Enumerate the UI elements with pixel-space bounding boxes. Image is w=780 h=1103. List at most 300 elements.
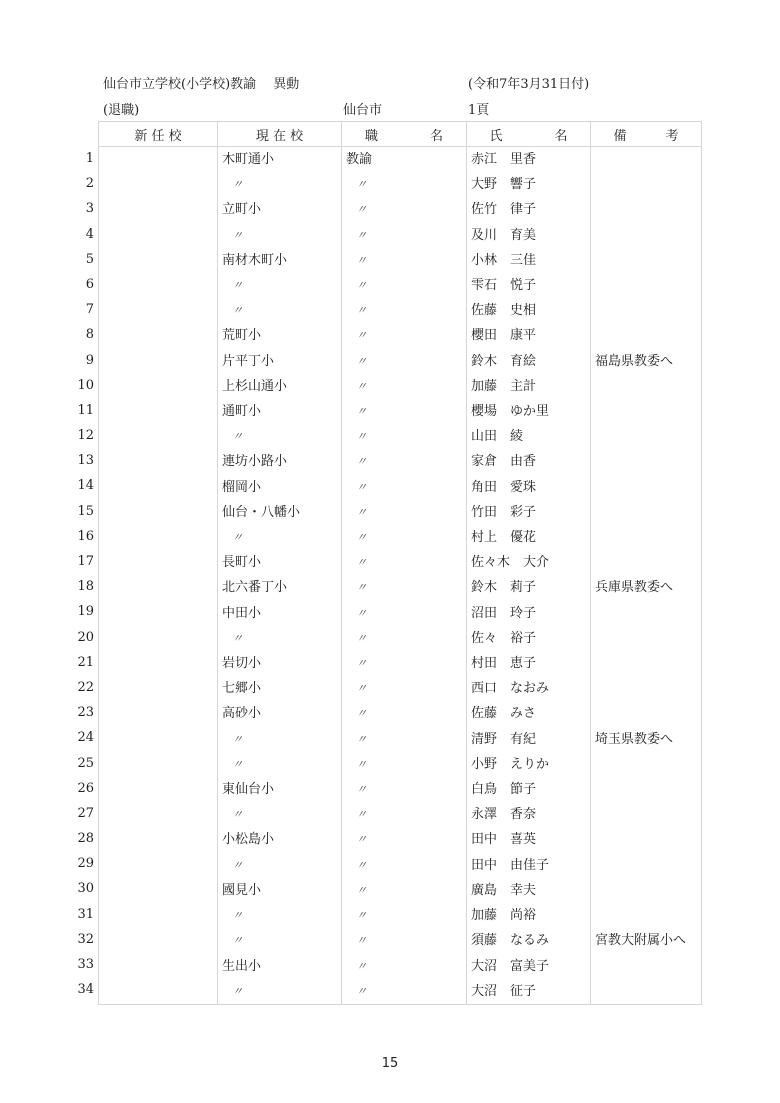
name-cell-text: 永澤 香奈: [471, 807, 537, 823]
row-number: 24: [77, 730, 94, 746]
position-cell: [342, 449, 467, 474]
current-school-cell-text: 荒町小: [222, 328, 262, 344]
position-cell-text: 〃: [356, 228, 367, 242]
current-school-cell: [218, 979, 342, 1005]
table-row: [99, 827, 702, 852]
remarks-cell-text: 宮教大附属小へ: [595, 933, 687, 949]
name-cell-text: 廣島 幸夫: [471, 882, 537, 898]
new-school-cell: [99, 777, 218, 802]
position-cell-text: 〃: [356, 379, 367, 393]
row-number: 21: [77, 654, 94, 670]
remarks-cell: [591, 374, 702, 399]
name-cell-text: 家倉 由香: [471, 454, 537, 470]
current-school-cell: [218, 878, 342, 903]
current-school-cell-text: 仙台・八幡小: [222, 504, 301, 520]
current-school-cell: [218, 525, 342, 550]
new-school-cell: [99, 878, 218, 903]
name-cell-text: 佐々木 大介: [471, 555, 550, 571]
row-number: 7: [85, 302, 94, 318]
current-school-cell-text: 〃: [232, 732, 243, 746]
table-row: [99, 928, 702, 953]
current-school-cell: [218, 197, 342, 222]
name-cell: [467, 273, 591, 298]
name-cell: [467, 374, 591, 399]
table-row: [99, 979, 702, 1005]
table-row: [99, 273, 702, 298]
name-cell: [467, 298, 591, 323]
current-school-cell-text: 片平丁小: [222, 353, 275, 369]
page-info: 1頁: [468, 103, 490, 118]
position-cell: [342, 979, 467, 1005]
remarks-cell: [591, 827, 702, 852]
position-cell: [342, 701, 467, 726]
new-school-cell: [99, 323, 218, 348]
current-school-cell-text: 上杉山通小: [222, 378, 288, 394]
current-school-cell-text: 〃: [232, 631, 243, 645]
position-cell: [342, 878, 467, 903]
position-cell-text: 〃: [356, 959, 367, 973]
name-cell-text: 雫石 悦子: [471, 278, 537, 294]
table-row: [99, 701, 702, 726]
name-cell-text: 大野 響子: [471, 177, 537, 193]
current-school-cell-text: 〃: [232, 757, 243, 771]
table-row: [99, 575, 702, 600]
name-cell-text: 小野 えりか: [471, 756, 550, 772]
current-school-cell: [218, 550, 342, 575]
current-school-cell-text: 〃: [232, 858, 243, 872]
name-cell: [467, 802, 591, 827]
table-row: [99, 903, 702, 928]
name-cell: [467, 197, 591, 222]
current-school-cell: [218, 903, 342, 928]
name-cell: [467, 928, 591, 953]
row-number: 3: [85, 201, 94, 217]
name-cell-text: 鈴木 莉子: [471, 580, 537, 596]
row-number: 11: [77, 402, 94, 418]
position-cell-text: 〃: [356, 833, 367, 847]
column-header-current-school: 現 在 校: [218, 122, 342, 147]
remarks-cell: [591, 349, 702, 374]
name-cell-text: 佐々 裕子: [471, 630, 537, 646]
new-school-cell: [99, 223, 218, 248]
remarks-cell: [591, 248, 702, 273]
position-cell-text: 〃: [356, 707, 367, 721]
name-cell: [467, 777, 591, 802]
name-cell: [467, 248, 591, 273]
current-school-cell-text: 北六番丁小: [222, 580, 288, 596]
name-cell-text: 竹田 彩子: [471, 504, 537, 520]
name-cell-text: 田中 由佳子: [471, 857, 550, 873]
name-cell-text: 大沼 征子: [471, 983, 537, 999]
current-school-cell: [218, 575, 342, 600]
row-number: 14: [77, 478, 94, 494]
current-school-cell: [218, 147, 342, 173]
new-school-cell: [99, 449, 218, 474]
row-number: 30: [77, 881, 94, 897]
row-number: 10: [77, 377, 94, 393]
current-school-cell: [218, 273, 342, 298]
position-cell-text: 〃: [356, 757, 367, 771]
new-school-cell: [99, 601, 218, 626]
name-cell: [467, 701, 591, 726]
position-cell-text: 〃: [356, 455, 367, 469]
new-school-cell: [99, 197, 218, 222]
position-cell-text: 〃: [356, 783, 367, 797]
position-cell-text: 〃: [356, 657, 367, 671]
position-cell-text: 〃: [356, 203, 367, 217]
city-label: 仙台市: [343, 103, 383, 118]
column-header-name: 氏 名: [467, 122, 591, 147]
position-cell: [342, 197, 467, 222]
remarks-cell: [591, 701, 702, 726]
position-cell: [342, 349, 467, 374]
name-cell: [467, 979, 591, 1005]
name-cell-text: 西口 なおみ: [471, 681, 550, 697]
current-school-cell: [218, 954, 342, 979]
position-cell-text: 〃: [356, 329, 367, 343]
remarks-cell: [591, 752, 702, 777]
current-school-cell-text: 立町小: [222, 202, 262, 218]
new-school-cell: [99, 575, 218, 600]
table-row: [99, 752, 702, 777]
position-cell-text: 〃: [356, 279, 367, 293]
name-cell-text: 角田 愛珠: [471, 479, 537, 495]
name-cell: [467, 525, 591, 550]
current-school-cell-text: 七郷小: [222, 681, 262, 697]
name-cell-text: 村上 優花: [471, 530, 537, 546]
name-cell: [467, 727, 591, 752]
remarks-cell: [591, 197, 702, 222]
position-cell: [342, 550, 467, 575]
position-cell: [342, 777, 467, 802]
table-row: [99, 197, 702, 222]
position-cell-text: 〃: [356, 405, 367, 419]
row-number: 16: [77, 528, 94, 544]
remarks-cell: [591, 298, 702, 323]
new-school-cell: [99, 349, 218, 374]
table-row: [99, 172, 702, 197]
new-school-cell: [99, 626, 218, 651]
name-cell-text: 赤江 里香: [471, 152, 537, 167]
current-school-cell: [218, 475, 342, 500]
current-school-cell-text: 〃: [232, 279, 243, 293]
row-number: 18: [77, 579, 94, 595]
current-school-cell: [218, 802, 342, 827]
table-row: [99, 323, 702, 348]
remarks-cell: [591, 651, 702, 676]
position-cell-text: 〃: [356, 606, 367, 620]
position-cell-text: 〃: [356, 304, 367, 318]
position-cell: [342, 853, 467, 878]
name-cell-text: 小林 三佳: [471, 252, 537, 268]
new-school-cell: [99, 273, 218, 298]
name-cell: [467, 399, 591, 424]
position-cell: [342, 172, 467, 197]
position-cell-text: 教諭: [346, 152, 373, 167]
remarks-cell-text: 兵庫県教委へ: [595, 580, 674, 596]
table-row: [99, 601, 702, 626]
position-cell: [342, 525, 467, 550]
remarks-cell: [591, 223, 702, 248]
position-cell-text: 〃: [356, 934, 367, 948]
remarks-cell: [591, 626, 702, 651]
position-cell: [342, 223, 467, 248]
position-cell: [342, 827, 467, 852]
remarks-cell-text: 福島県教委へ: [595, 353, 674, 369]
position-cell: [342, 500, 467, 525]
table-row: [99, 449, 702, 474]
name-cell: [467, 651, 591, 676]
position-cell: [342, 727, 467, 752]
remarks-cell: [591, 878, 702, 903]
name-cell-text: 加藤 主計: [471, 378, 537, 394]
position-cell-text: 〃: [356, 883, 367, 897]
position-cell: [342, 399, 467, 424]
row-number: 13: [77, 453, 94, 469]
position-cell-text: 〃: [356, 253, 367, 267]
column-header-new-school: 新 任 校: [99, 122, 218, 147]
remarks-cell: [591, 525, 702, 550]
name-cell-text: 櫻場 ゆか里: [471, 404, 550, 420]
new-school-cell: [99, 903, 218, 928]
row-number: 26: [77, 780, 94, 796]
remarks-cell: [591, 475, 702, 500]
row-number: 29: [77, 856, 94, 872]
document-subtitle: (退職): [103, 103, 140, 118]
current-school-cell: [218, 601, 342, 626]
new-school-cell: [99, 727, 218, 752]
new-school-cell: [99, 651, 218, 676]
new-school-cell: [99, 525, 218, 550]
table-row: [99, 525, 702, 550]
position-cell: [342, 323, 467, 348]
new-school-cell: [99, 550, 218, 575]
position-cell-text: 〃: [356, 178, 367, 192]
name-cell-text: 須藤 なるみ: [471, 933, 550, 949]
name-cell-text: 加藤 尚裕: [471, 908, 537, 924]
row-number: 4: [85, 226, 94, 242]
name-cell-text: 村田 恵子: [471, 656, 537, 672]
table-row: [99, 349, 702, 374]
remarks-cell: [591, 601, 702, 626]
table-row: [99, 374, 702, 399]
current-school-cell-text: 通町小: [222, 404, 262, 420]
current-school-cell: [218, 424, 342, 449]
row-number: 32: [77, 931, 94, 947]
position-cell: [342, 147, 467, 173]
current-school-cell: [218, 651, 342, 676]
current-school-cell: [218, 500, 342, 525]
column-header-remarks: 備 考: [591, 122, 702, 147]
table-row: [99, 626, 702, 651]
remarks-cell: [591, 449, 702, 474]
remarks-cell: [591, 273, 702, 298]
name-cell: [467, 449, 591, 474]
position-cell: [342, 298, 467, 323]
row-number: 31: [77, 906, 94, 922]
new-school-cell: [99, 701, 218, 726]
table-row: [99, 727, 702, 752]
position-cell-text: 〃: [356, 682, 367, 696]
table-row: [99, 954, 702, 979]
row-number: 22: [77, 679, 94, 695]
current-school-cell-text: 木町通小: [222, 152, 275, 167]
current-school-cell: [218, 777, 342, 802]
row-number: 28: [77, 831, 94, 847]
position-cell-text: 〃: [356, 480, 367, 494]
table-row: [99, 802, 702, 827]
name-cell-text: 大沼 富美子: [471, 958, 550, 974]
current-school-cell-text: 〃: [232, 178, 243, 192]
new-school-cell: [99, 172, 218, 197]
new-school-cell: [99, 374, 218, 399]
row-number: 2: [85, 176, 94, 192]
remarks-cell: [591, 979, 702, 1005]
position-cell: [342, 954, 467, 979]
current-school-cell-text: 〃: [232, 430, 243, 444]
new-school-cell: [99, 298, 218, 323]
row-number: 8: [85, 327, 94, 343]
table-row: [99, 878, 702, 903]
name-cell-text: 櫻田 康平: [471, 328, 537, 344]
current-school-cell-text: 〃: [232, 228, 243, 242]
new-school-cell: [99, 475, 218, 500]
current-school-cell-text: 南材木町小: [222, 252, 288, 268]
new-school-cell: [99, 248, 218, 273]
remarks-cell: [591, 575, 702, 600]
current-school-cell-text: 〃: [232, 909, 243, 923]
current-school-cell: [218, 928, 342, 953]
current-school-cell: [218, 676, 342, 701]
table-row: [99, 550, 702, 575]
table-row: [99, 777, 702, 802]
new-school-cell: [99, 147, 218, 173]
name-cell: [467, 676, 591, 701]
position-cell-text: 〃: [356, 430, 367, 444]
column-header-position: 職 名: [342, 122, 467, 147]
row-number: 19: [77, 604, 94, 620]
name-cell: [467, 147, 591, 173]
remarks-cell: [591, 954, 702, 979]
remarks-cell: [591, 323, 702, 348]
remarks-cell: [591, 903, 702, 928]
new-school-cell: [99, 979, 218, 1005]
current-school-cell-text: 長町小: [222, 555, 262, 571]
remarks-cell: [591, 676, 702, 701]
name-cell: [467, 752, 591, 777]
name-cell: [467, 172, 591, 197]
current-school-cell: [218, 374, 342, 399]
current-school-cell: [218, 172, 342, 197]
position-cell-text: 〃: [356, 984, 367, 998]
name-cell-text: 鈴木 育絵: [471, 353, 537, 369]
current-school-cell-text: 東仙台小: [222, 782, 275, 798]
row-number: 12: [77, 428, 94, 444]
new-school-cell: [99, 676, 218, 701]
name-cell: [467, 500, 591, 525]
table-row: [99, 248, 702, 273]
new-school-cell: [99, 399, 218, 424]
current-school-cell: [218, 701, 342, 726]
new-school-cell: [99, 853, 218, 878]
row-number: 1: [85, 151, 94, 166]
position-cell-text: 〃: [356, 858, 367, 872]
position-cell-text: 〃: [356, 581, 367, 595]
remarks-cell: [591, 399, 702, 424]
table-row: [99, 475, 702, 500]
position-cell: [342, 475, 467, 500]
position-cell-text: 〃: [356, 505, 367, 519]
current-school-cell: [218, 298, 342, 323]
page-number: 15: [381, 1056, 399, 1071]
current-school-cell-text: 〃: [232, 808, 243, 822]
table-row: [99, 676, 702, 701]
name-cell-text: 清野 有紀: [471, 731, 537, 747]
new-school-cell: [99, 500, 218, 525]
name-cell: [467, 223, 591, 248]
current-school-cell-text: 小松島小: [222, 832, 275, 848]
position-cell-text: 〃: [356, 631, 367, 645]
name-cell: [467, 601, 591, 626]
name-cell-text: 佐竹 律子: [471, 202, 537, 218]
current-school-cell-text: 連坊小路小: [222, 454, 288, 470]
name-cell: [467, 903, 591, 928]
current-school-cell-text: 生出小: [222, 958, 262, 974]
position-cell-text: 〃: [356, 531, 367, 545]
name-cell: [467, 853, 591, 878]
current-school-cell: [218, 248, 342, 273]
current-school-cell-text: 〃: [232, 531, 243, 545]
effective-date: (令和7年3月31日付): [468, 77, 590, 92]
position-cell-text: 〃: [356, 732, 367, 746]
position-cell: [342, 802, 467, 827]
remarks-cell-text: 埼玉県教委へ: [595, 731, 674, 747]
document-title: 仙台市立学校(小学校)教諭 異動: [103, 77, 300, 92]
name-cell: [467, 475, 591, 500]
row-number: 9: [85, 352, 94, 368]
new-school-cell: [99, 827, 218, 852]
table-row: [99, 223, 702, 248]
position-cell: [342, 903, 467, 928]
row-number: 15: [77, 503, 94, 519]
table-row: [99, 651, 702, 676]
table-row: [99, 500, 702, 525]
row-number: 33: [77, 957, 94, 972]
name-cell-text: 及川 育美: [471, 227, 537, 243]
name-cell: [467, 323, 591, 348]
row-number: 20: [77, 629, 94, 645]
name-cell: [467, 954, 591, 979]
table-header-row: [99, 122, 702, 147]
position-cell-text: 〃: [356, 556, 367, 570]
row-number-column: [66, 146, 94, 1002]
current-school-cell-text: 國見小: [222, 882, 262, 898]
new-school-cell: [99, 954, 218, 979]
current-school-cell: [218, 853, 342, 878]
current-school-cell: [218, 449, 342, 474]
remarks-cell: [591, 172, 702, 197]
row-number: 34: [77, 982, 94, 998]
position-cell: [342, 374, 467, 399]
remarks-cell: [591, 550, 702, 575]
table-row: [99, 298, 702, 323]
row-number: 25: [77, 755, 94, 771]
remarks-cell: [591, 424, 702, 449]
name-cell: [467, 626, 591, 651]
row-number: 27: [77, 805, 94, 821]
row-number: 23: [77, 705, 94, 721]
name-cell-text: 山田 綾: [471, 429, 524, 445]
